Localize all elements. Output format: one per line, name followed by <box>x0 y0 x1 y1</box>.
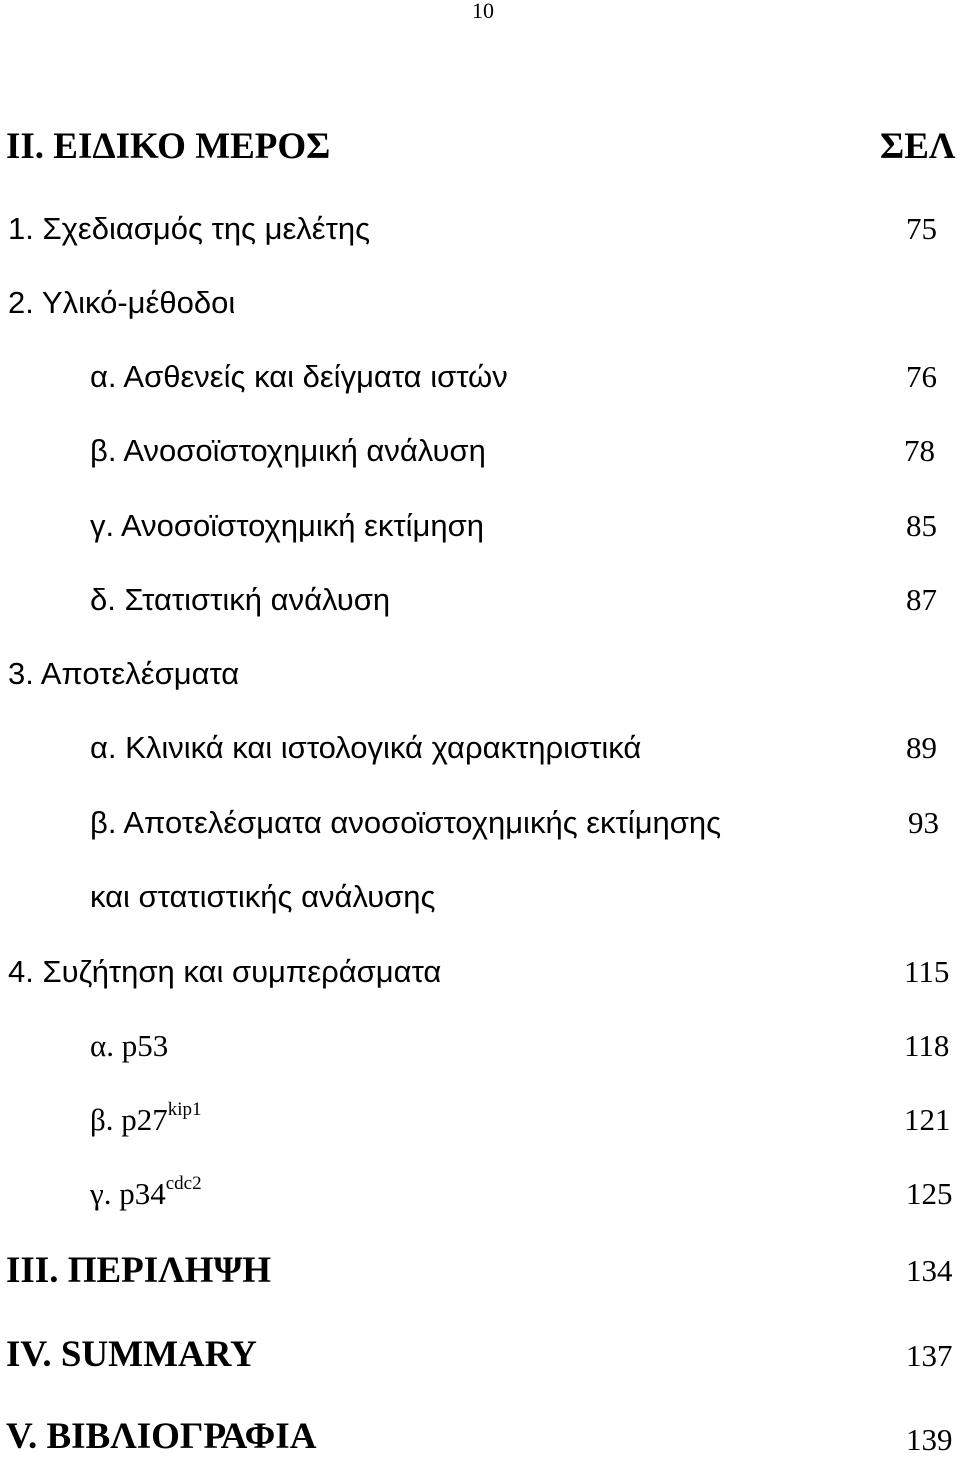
section-iii-title: III. ΠΕΡΙΛΗΨΗ <box>6 1250 272 1291</box>
section-v-page: 139 <box>906 1422 953 1457</box>
toc-entry-4b-page: 121 <box>904 1102 951 1137</box>
toc-entry-2a-page: 76 <box>906 359 937 394</box>
toc-entry-3a-page: 89 <box>906 730 937 765</box>
toc-entry-3-label: 3. Αποτελέσματα <box>8 656 240 691</box>
section-iii-page: 134 <box>906 1253 953 1288</box>
toc-entry-4b-prefix: β. p27 <box>90 1102 168 1137</box>
toc-entry-4a-label: α. p53 <box>90 1028 169 1063</box>
toc-entry-4c-label <box>90 1173 202 1211</box>
toc-entry-2b-page: 78 <box>904 433 935 468</box>
toc-entry-3b-label: β. Αποτελέσματα ανοσοϊστοχημικής εκτίμησης <box>90 805 722 840</box>
toc-entry-3a-label: α. Κλινικά και ιστολογικά χαρακτηριστικά <box>90 730 642 765</box>
toc-entry-4-label: 4. Συζήτηση και συμπεράσματα <box>8 954 442 989</box>
toc-entry-3b-continuation: και στατιστικής ανάλυσης <box>90 879 436 914</box>
toc-entry-2a-label: α. Ασθενείς και δείγματα ιστών <box>90 359 508 394</box>
toc-entry-2c-label: γ. Ανοσοϊστοχημική εκτίμηση <box>90 508 485 543</box>
toc-entry-1-page: 75 <box>906 211 937 246</box>
toc-entry-2d-page: 87 <box>906 582 937 617</box>
section-iv-title: IV. SUMMARY <box>6 1334 257 1375</box>
toc-entry-4c-page: 125 <box>906 1176 953 1211</box>
toc-entry-4-page: 115 <box>904 954 950 989</box>
toc-entry-4b-superscript: kip1 <box>167 1099 202 1120</box>
toc-entry-4c-superscript: cdc2 <box>165 1173 202 1194</box>
section-v-title: V. ΒΙΒΛΙΟΓΡΑΦΙΑ <box>6 1416 317 1457</box>
section-iv-page: 137 <box>906 1338 953 1373</box>
toc-entry-2-label: 2. Υλικό-μέθοδοι <box>8 285 236 320</box>
toc-entry-1-label: 1. Σχεδιασμός της μελέτης <box>8 211 371 246</box>
toc-entry-3b-page: 93 <box>908 805 939 840</box>
toc-entry-2d-label: δ. Στατιστική ανάλυση <box>90 582 391 617</box>
toc-entry-4b-label <box>90 1099 202 1137</box>
page-number: 10 <box>472 0 494 23</box>
toc-entry-4c-prefix: γ. p34 <box>90 1176 166 1211</box>
section-ii-title: II. ΕΙΔΙΚΟ ΜΕΡΟΣ <box>6 126 331 167</box>
toc-entry-2c-page: 85 <box>906 508 937 543</box>
toc-entry-4a-page: 118 <box>904 1028 950 1063</box>
toc-entry-2b-label: β. Ανοσοϊστοχημική ανάλυση <box>90 433 486 468</box>
page-column-label: ΣΕΛ <box>880 126 956 167</box>
